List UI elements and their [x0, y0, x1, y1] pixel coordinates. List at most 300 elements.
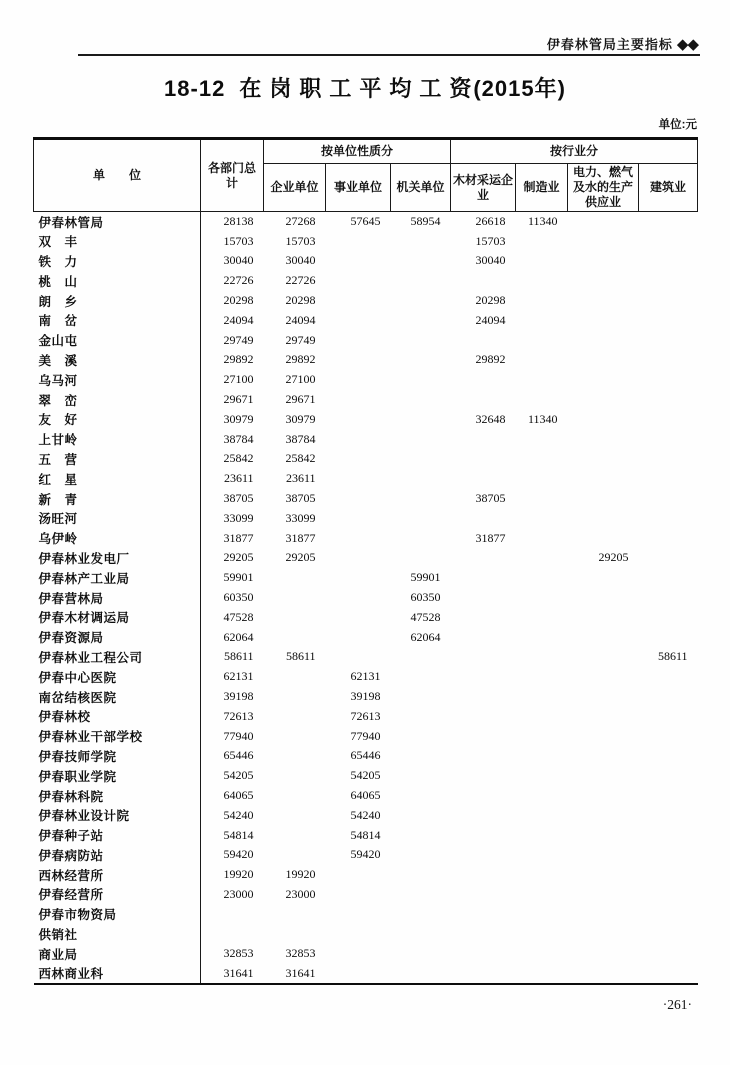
value-cell: [451, 429, 516, 449]
value-cell: [568, 489, 639, 509]
value-cell: [326, 489, 391, 509]
value-cell: [516, 271, 568, 291]
value-cell: [516, 429, 568, 449]
value-cell: 29205: [598, 550, 629, 565]
value-cell: [451, 746, 516, 766]
col-header-institution: 事业单位: [326, 164, 391, 212]
value-cell: 65446: [350, 748, 381, 763]
value-cell: [516, 825, 568, 845]
unit-name: 供销社: [34, 924, 201, 944]
value-cell: 20298: [223, 293, 254, 308]
value-cell: [326, 865, 391, 885]
value-cell: [568, 706, 639, 726]
value-cell: 72613: [223, 708, 254, 723]
table-row: [34, 825, 698, 845]
value-cell: [391, 528, 451, 548]
table-row: [34, 726, 698, 746]
value-cell: [451, 885, 516, 905]
unit-name: 伊春中心医院: [34, 667, 201, 687]
value-cell: [568, 508, 639, 528]
value-cell: [264, 746, 326, 766]
value-cell: 59901: [223, 570, 254, 585]
value-cell: [568, 212, 639, 232]
value-cell: [639, 944, 698, 964]
value-cell: [451, 469, 516, 489]
unit-name: 伊春林业发电厂: [34, 548, 201, 568]
value-cell: [391, 825, 451, 845]
value-cell: [451, 865, 516, 885]
table-row: [34, 212, 698, 232]
value-cell: [516, 390, 568, 410]
value-cell: [568, 409, 639, 429]
value-cell: [568, 786, 639, 806]
table-number: 18-12: [164, 76, 226, 101]
value-cell: [451, 588, 516, 608]
value-cell: 33099: [285, 510, 316, 525]
value-cell: [516, 231, 568, 251]
value-cell: 31641: [285, 965, 316, 980]
page-title: [0, 72, 730, 103]
unit-name: 乌马河: [34, 370, 201, 390]
diamond-icons: ◆◆: [676, 36, 698, 53]
value-cell: 38784: [223, 431, 254, 446]
value-cell: [264, 805, 326, 825]
value-cell: [568, 231, 639, 251]
value-cell: [326, 588, 391, 608]
value-cell: [326, 469, 391, 489]
value-cell: 11340: [527, 214, 558, 229]
table-row: [34, 786, 698, 806]
value-cell: 29205: [285, 550, 316, 565]
value-cell: [516, 508, 568, 528]
value-cell: [326, 885, 391, 905]
value-cell: [639, 885, 698, 905]
value-cell: [639, 489, 698, 509]
table-row: [34, 568, 698, 588]
col-header-government: 机关单位: [391, 164, 451, 212]
value-cell: [326, 251, 391, 271]
value-cell: [326, 231, 391, 251]
value-cell: 28138: [223, 214, 254, 229]
value-cell: 31877: [285, 530, 316, 545]
value-cell: [391, 944, 451, 964]
value-cell: [568, 350, 639, 370]
value-cell: [516, 310, 568, 330]
unit-name: 伊春林业设计院: [34, 805, 201, 825]
unit-name: 伊春林业干部学校: [34, 726, 201, 746]
value-cell: [639, 528, 698, 548]
unit-name: 红 星: [34, 469, 201, 489]
unit-name: 伊春病防站: [34, 845, 201, 865]
table-row: [34, 489, 698, 509]
value-cell: [516, 786, 568, 806]
value-cell: 47528: [410, 609, 441, 624]
value-cell: [391, 251, 451, 271]
value-cell: [391, 687, 451, 707]
value-cell: [326, 390, 391, 410]
value-cell: 62064: [410, 629, 441, 644]
value-cell: [264, 627, 326, 647]
value-cell: 20298: [475, 293, 506, 308]
table-row: [34, 449, 698, 469]
col-header-construction: 建筑业: [639, 164, 698, 212]
table-title-text: 在岗职工平均工资: [239, 76, 480, 101]
value-cell: [451, 330, 516, 350]
value-cell: [326, 330, 391, 350]
value-cell: 62064: [223, 629, 254, 644]
value-cell: 64065: [350, 788, 381, 802]
value-cell: [391, 429, 451, 449]
unit-name: 南岔结核医院: [34, 687, 201, 707]
value-cell: [391, 667, 451, 687]
value-cell: 27100: [285, 372, 316, 387]
value-cell: 60350: [223, 590, 254, 605]
value-cell: [326, 429, 391, 449]
value-cell: [639, 310, 698, 330]
value-cell: [639, 212, 698, 232]
running-header-text: 伊春林管局主要指标: [546, 37, 673, 52]
value-cell: 58611: [285, 649, 316, 664]
value-cell: 29671: [285, 392, 316, 407]
wage-table: [33, 137, 698, 985]
table-row: [34, 310, 698, 330]
value-cell: [326, 964, 391, 984]
value-cell: [639, 924, 698, 944]
value-cell: [516, 607, 568, 627]
value-cell: [451, 805, 516, 825]
unit-name: 伊春林科院: [34, 786, 201, 806]
value-cell: [568, 805, 639, 825]
value-cell: [451, 449, 516, 469]
value-cell: 39198: [350, 689, 381, 704]
table-body: [34, 212, 698, 984]
value-cell: 77940: [350, 728, 381, 743]
value-cell: 38784: [285, 431, 316, 446]
value-cell: [391, 746, 451, 766]
value-cell: [516, 687, 568, 707]
value-cell: 32853: [223, 946, 254, 961]
value-cell: [391, 370, 451, 390]
value-cell: [639, 845, 698, 865]
value-cell: 31877: [223, 530, 254, 545]
value-cell: [568, 766, 639, 786]
value-cell: [391, 508, 451, 528]
value-cell: 59420: [223, 847, 254, 862]
value-cell: [451, 825, 516, 845]
value-cell: [639, 251, 698, 271]
value-cell: [326, 548, 391, 568]
value-cell: [391, 310, 451, 330]
value-cell: [326, 944, 391, 964]
value-cell: 15703: [223, 233, 254, 248]
value-cell: [391, 904, 451, 924]
value-cell: [391, 885, 451, 905]
value-cell: 31641: [223, 965, 254, 980]
unit-name: 朗 乡: [34, 291, 201, 311]
value-cell: [326, 508, 391, 528]
value-cell: 54205: [223, 768, 254, 783]
value-cell: 29671: [223, 392, 254, 407]
value-cell: [451, 786, 516, 806]
value-cell: 57645: [350, 214, 381, 229]
table-row: [34, 469, 698, 489]
unit-name: 伊春木材调运局: [34, 607, 201, 627]
value-cell: [516, 726, 568, 746]
value-cell: [568, 865, 639, 885]
value-cell: [264, 667, 326, 687]
value-cell: [639, 409, 698, 429]
value-cell: [326, 310, 391, 330]
value-cell: [326, 350, 391, 370]
col-group-by-type: 按单位性质分: [264, 139, 451, 164]
value-cell: [326, 904, 391, 924]
value-cell: [639, 469, 698, 489]
unit-name: 伊春林业工程公司: [34, 647, 201, 667]
value-cell: 64065: [223, 788, 254, 802]
table-row: [34, 588, 698, 608]
table-row: [34, 805, 698, 825]
value-cell: [516, 706, 568, 726]
value-cell: [516, 330, 568, 350]
table-row: [34, 231, 698, 251]
value-cell: 58954: [410, 214, 441, 229]
value-cell: [516, 647, 568, 667]
value-cell: [639, 726, 698, 746]
value-cell: 26618: [475, 214, 506, 229]
value-cell: 59420: [350, 847, 381, 862]
table-row: [34, 766, 698, 786]
value-cell: [516, 805, 568, 825]
table-row: [34, 706, 698, 726]
table-row: [34, 330, 698, 350]
value-cell: [639, 370, 698, 390]
running-header: [547, 34, 698, 53]
value-cell: [391, 271, 451, 291]
table-row: [34, 924, 698, 944]
value-cell: [568, 726, 639, 746]
value-cell: [516, 885, 568, 905]
value-cell: [326, 449, 391, 469]
value-cell: 29749: [285, 332, 316, 347]
value-cell: [639, 568, 698, 588]
value-cell: [391, 548, 451, 568]
value-cell: [391, 489, 451, 509]
table-row: [34, 508, 698, 528]
value-cell: 29205: [223, 550, 254, 565]
value-cell: [391, 330, 451, 350]
value-cell: [264, 687, 326, 707]
value-cell: [326, 370, 391, 390]
value-cell: [639, 449, 698, 469]
value-cell: [516, 944, 568, 964]
value-cell: 54814: [350, 827, 381, 842]
value-cell: [568, 746, 639, 766]
value-cell: [326, 627, 391, 647]
value-cell: 77940: [223, 728, 254, 743]
value-cell: [451, 508, 516, 528]
value-cell: [639, 588, 698, 608]
value-cell: [451, 568, 516, 588]
unit-name: 伊春职业学院: [34, 766, 201, 786]
table-row: [34, 627, 698, 647]
value-cell: [568, 924, 639, 944]
value-cell: [516, 766, 568, 786]
unit-note: 单位:元: [658, 119, 697, 131]
value-cell: [568, 528, 639, 548]
value-cell: [568, 845, 639, 865]
value-cell: [639, 548, 698, 568]
value-cell: [264, 845, 326, 865]
value-cell: [326, 924, 391, 944]
unit-name: 伊春林校: [34, 706, 201, 726]
value-cell: [451, 667, 516, 687]
unit-name: 南 岔: [34, 310, 201, 330]
table-row: [34, 409, 698, 429]
table-header: [34, 139, 698, 212]
value-cell: 22726: [285, 273, 316, 288]
unit-name: 商业局: [34, 944, 201, 964]
value-cell: [516, 964, 568, 984]
value-cell: 62131: [350, 669, 381, 684]
value-cell: [451, 370, 516, 390]
value-cell: 65446: [223, 748, 254, 763]
value-cell: 47528: [223, 609, 254, 624]
value-cell: 38705: [475, 491, 506, 506]
unit-name: 双 丰: [34, 231, 201, 251]
value-cell: 23000: [223, 886, 254, 901]
value-cell: [568, 944, 639, 964]
value-cell: 29892: [285, 352, 316, 367]
value-cell: [639, 825, 698, 845]
value-cell: [391, 924, 451, 944]
value-cell: 24094: [475, 312, 506, 327]
value-cell: [639, 508, 698, 528]
value-cell: [568, 310, 639, 330]
unit-name: 伊春技师学院: [34, 746, 201, 766]
value-cell: [639, 746, 698, 766]
col-header-utilities: 电力、燃气及水的生产供应业: [568, 164, 639, 212]
value-cell: [451, 271, 516, 291]
value-cell: [568, 607, 639, 627]
table-row: [34, 528, 698, 548]
unit-name: 伊春种子站: [34, 825, 201, 845]
value-cell: [516, 627, 568, 647]
value-cell: [391, 409, 451, 429]
value-cell: 25842: [223, 451, 254, 466]
value-cell: [568, 330, 639, 350]
value-cell: [264, 825, 326, 845]
table-row: [34, 370, 698, 390]
unit-name: 伊春林产工业局: [34, 568, 201, 588]
value-cell: 72613: [350, 708, 381, 723]
unit-name: 桃 山: [34, 271, 201, 291]
value-cell: [516, 350, 568, 370]
table-title-year: (2015年): [473, 76, 566, 101]
unit-name: 伊春市物资局: [34, 904, 201, 924]
value-cell: [264, 568, 326, 588]
table-row: [34, 251, 698, 271]
value-cell: [639, 330, 698, 350]
value-cell: 27100: [223, 372, 254, 387]
value-cell: 30979: [223, 411, 254, 426]
value-cell: [326, 291, 391, 311]
unit-name: 伊春林管局: [34, 212, 201, 232]
value-cell: [639, 706, 698, 726]
value-cell: [639, 865, 698, 885]
value-cell: [639, 291, 698, 311]
value-cell: [568, 687, 639, 707]
value-cell: [391, 647, 451, 667]
table-row: [34, 667, 698, 687]
value-cell: [391, 805, 451, 825]
value-cell: [639, 964, 698, 984]
value-cell: [568, 390, 639, 410]
value-cell: [568, 885, 639, 905]
value-cell: [639, 687, 698, 707]
value-cell: [516, 568, 568, 588]
value-cell: [639, 786, 698, 806]
value-cell: 30040: [223, 253, 254, 268]
value-cell: [391, 291, 451, 311]
value-cell: [516, 904, 568, 924]
value-cell: [391, 350, 451, 370]
value-cell: [391, 449, 451, 469]
value-cell: [264, 607, 326, 627]
value-cell: 29892: [475, 352, 506, 367]
value-cell: [264, 904, 326, 924]
value-cell: 58611: [657, 649, 688, 664]
unit-name: 五 营: [34, 449, 201, 469]
value-cell: [516, 746, 568, 766]
value-cell: [264, 786, 326, 806]
value-cell: 54814: [223, 827, 254, 842]
value-cell: [391, 786, 451, 806]
value-cell: 29892: [223, 352, 254, 367]
value-cell: [516, 251, 568, 271]
unit-name: 翠 峦: [34, 390, 201, 410]
value-cell: [639, 390, 698, 410]
col-header-unit: 单 位: [34, 139, 201, 212]
value-cell: 54240: [350, 807, 381, 822]
value-cell: [568, 429, 639, 449]
value-cell: 62131: [223, 669, 254, 684]
table-row: [34, 429, 698, 449]
unit-name: 友 好: [34, 409, 201, 429]
value-cell: [451, 390, 516, 410]
value-cell: 15703: [285, 233, 316, 248]
value-cell: [516, 845, 568, 865]
value-cell: [391, 845, 451, 865]
value-cell: [451, 944, 516, 964]
value-cell: [568, 469, 639, 489]
value-cell: [451, 766, 516, 786]
value-cell: [451, 845, 516, 865]
value-cell: 29749: [223, 332, 254, 347]
value-cell: 24094: [285, 312, 316, 327]
value-cell: 32648: [475, 411, 506, 426]
value-cell: [326, 271, 391, 291]
value-cell: 11340: [527, 411, 558, 426]
value-cell: [639, 271, 698, 291]
value-cell: [391, 964, 451, 984]
value-cell: [451, 726, 516, 746]
value-cell: 15703: [475, 233, 506, 248]
value-cell: [451, 924, 516, 944]
value-cell: 32853: [285, 946, 316, 961]
value-cell: [568, 964, 639, 984]
table-row: [34, 647, 698, 667]
value-cell: [391, 726, 451, 746]
